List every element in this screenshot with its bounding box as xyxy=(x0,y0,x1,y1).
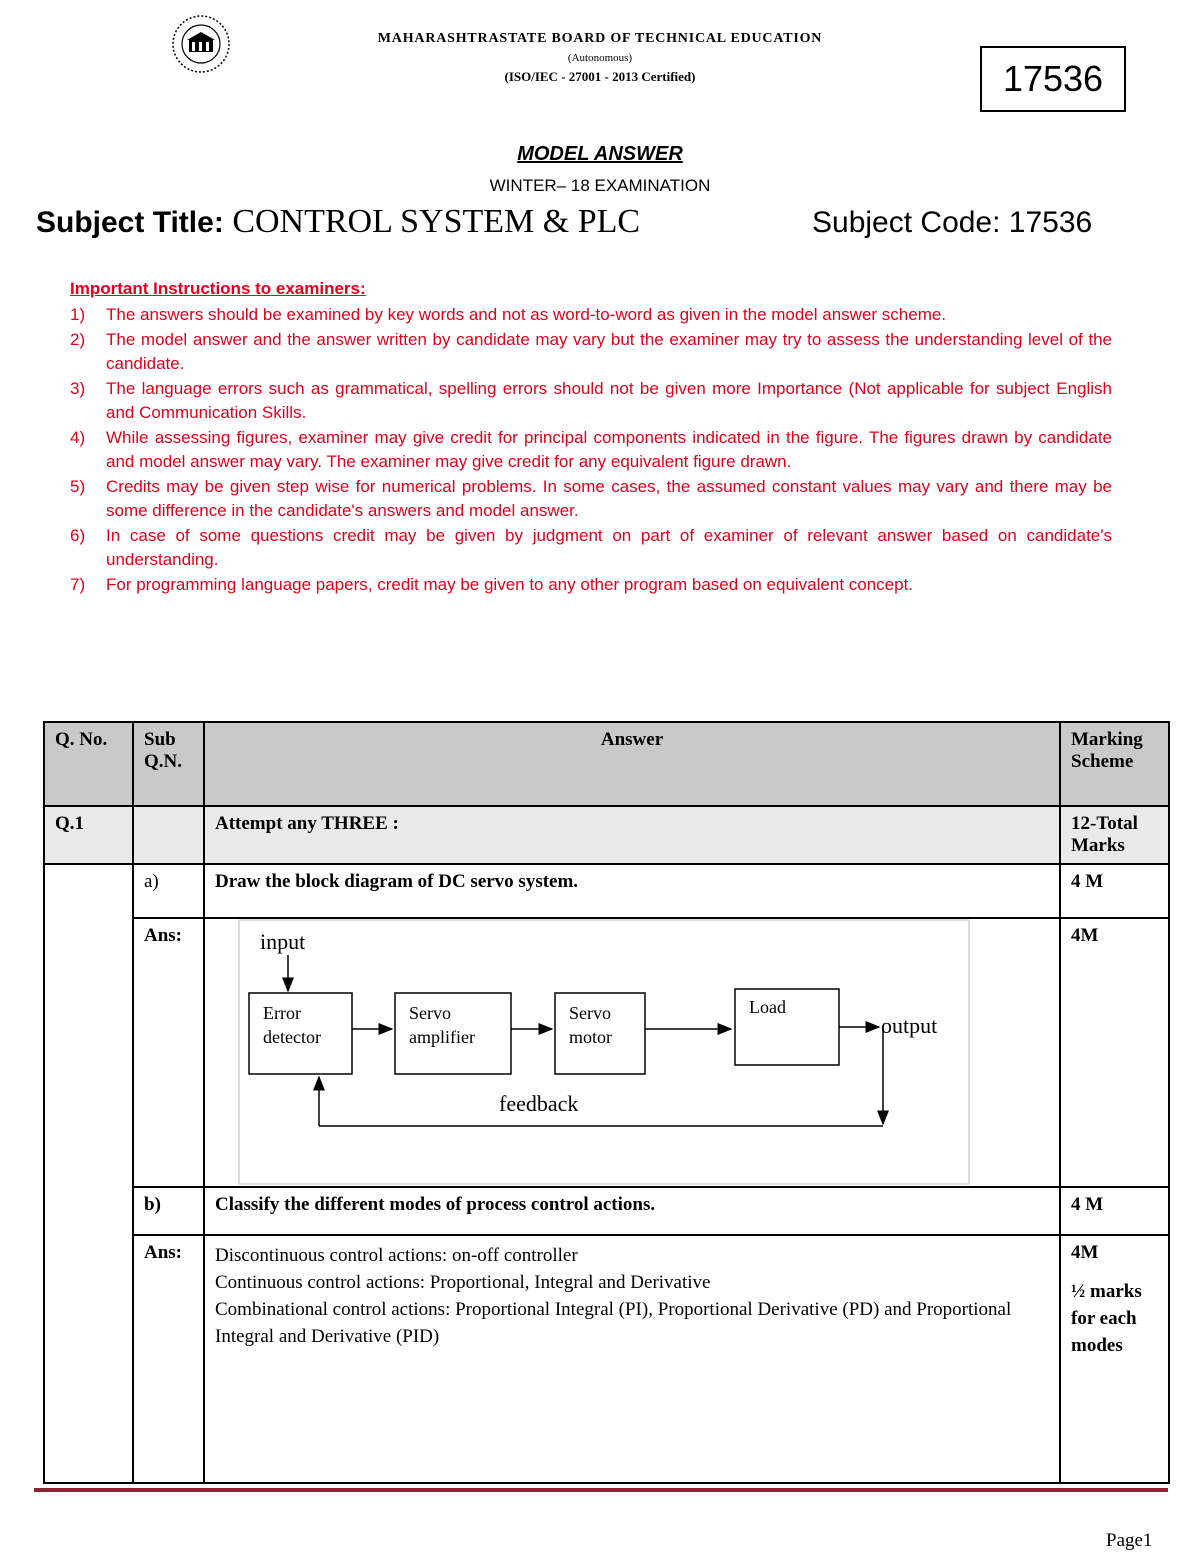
table-row-b-answer xyxy=(44,1235,1169,1483)
instruction-number: 5) xyxy=(70,476,86,496)
exam-title: WINTER– 18 EXAMINATION xyxy=(489,176,711,195)
servo-motor-label-1: Servo xyxy=(569,1003,611,1023)
header-qno: Q. No. xyxy=(44,722,133,806)
question-a-text: Draw the block diagram of DC servo system. xyxy=(204,864,1060,918)
error-detector-label-1: Error xyxy=(263,1003,301,1023)
q1-sub-empty xyxy=(133,806,204,864)
table-row-a-answer xyxy=(44,918,1169,1187)
instructions-list xyxy=(70,303,1112,597)
instruction-number: 7) xyxy=(70,574,86,594)
instruction-number: 6) xyxy=(70,525,86,545)
answer-b-label: Ans: xyxy=(133,1235,204,1483)
sub-b-label: b) xyxy=(133,1187,204,1235)
answer-a-marks: 4M xyxy=(1060,918,1169,1187)
page-number: Page1 xyxy=(1106,1530,1153,1551)
subject-code-box: 17536 xyxy=(980,46,1126,112)
input-label: input xyxy=(260,929,306,954)
answer-b-line-1: Discontinuous control actions: on-off controller xyxy=(215,1245,578,1266)
subject-title xyxy=(36,203,640,241)
answer-b-line-2: Continuous control actions: Proportional, Integral and Derivative xyxy=(215,1272,711,1293)
answer-b-note: ½ marks for each modes xyxy=(1071,1281,1142,1356)
instruction-text: In case of some questions credit may be given by judgment on part of examiner of relevant answer based on candidate's understanding. xyxy=(106,525,1112,569)
q1-marks: 12-Total Marks xyxy=(1060,806,1169,864)
autonomous-label: (Autonomous) xyxy=(567,52,633,64)
instructions-title: Important Instructions to examiners: xyxy=(70,279,366,298)
answer-b-line-3: Combinational control actions: Proportional Integral (PI), Proportional Derivative (PD) and Proportional Integral and Derivative (PID) xyxy=(215,1299,1012,1347)
answer-b-text xyxy=(204,1235,1060,1483)
subject-code xyxy=(812,206,1092,240)
instruction-item xyxy=(70,426,1112,475)
instruction-text: While assessing figures, examiner may give credit for principal components indicated in the figure. The figures drawn by candidate and model answer may vary. The examiner may give credit for any equivalent figure drawn. xyxy=(106,427,1112,471)
iso-certification: (ISO/IEC - 27001 - 2013 Certified) xyxy=(504,69,696,84)
instruction-item xyxy=(70,524,1112,573)
footer-bar xyxy=(34,1488,1168,1492)
header-marking: Marking Scheme xyxy=(1060,722,1169,806)
instruction-text: The language errors such as grammatical, spelling errors should not be given more Importance (Not applicable for subject English and Communication Skills. xyxy=(106,378,1112,422)
instruction-number: 2) xyxy=(70,329,86,349)
servo-amplifier-label-1: Servo xyxy=(409,1003,451,1023)
instruction-item xyxy=(70,475,1112,524)
load-label: Load xyxy=(749,997,786,1017)
error-detector-label-2: detector xyxy=(263,1027,321,1047)
answer-table xyxy=(43,721,1170,1484)
output-label: output xyxy=(881,1013,938,1038)
question-a-marks: 4 M xyxy=(1060,864,1169,918)
question-b-marks: 4 M xyxy=(1060,1187,1169,1235)
subject-title-value: CONTROL SYSTEM & PLC xyxy=(223,203,641,240)
q1-number: Q.1 xyxy=(44,806,133,864)
answer-b-marks: 4M xyxy=(1071,1242,1099,1263)
instruction-item xyxy=(70,303,1112,328)
subject-code-value: 17536 xyxy=(1000,206,1093,239)
table-row-b-question xyxy=(44,1187,1169,1235)
subject-title-label: Subject Title: xyxy=(36,206,224,239)
instruction-text: Credits may be given step wise for numerical problems. In some cases, the assumed constant values may vary and there may be some difference in the candidate's answers and model answer. xyxy=(106,476,1112,520)
q1-instruction: Attempt any THREE : xyxy=(204,806,1060,864)
qno-empty-cell xyxy=(44,864,133,1483)
dc-servo-block-diagram xyxy=(205,919,938,1181)
instruction-number: 4) xyxy=(70,427,86,447)
answer-a-label: Ans: xyxy=(133,918,204,1187)
table-row-q1 xyxy=(44,806,1169,864)
header-answer: Answer xyxy=(204,722,1060,806)
table-row-a-question xyxy=(44,864,1169,918)
feedback-label: feedback xyxy=(499,1091,579,1116)
table-header-row xyxy=(44,722,1169,806)
instruction-item xyxy=(70,328,1112,377)
instruction-text: For programming language papers, credit may be given to any other program based on equivalent concept. xyxy=(106,574,914,594)
instruction-text: The answers should be examined by key words and not as word-to-word as given in the model answer scheme. xyxy=(106,305,947,324)
model-answer-title: MODEL ANSWER xyxy=(517,143,683,165)
instruction-number: 3) xyxy=(70,378,86,398)
diagram-frame xyxy=(239,920,969,1184)
answer-b-marks-cell xyxy=(1060,1235,1169,1483)
servo-motor-label-2: motor xyxy=(569,1027,612,1047)
answer-a-diagram-cell xyxy=(204,918,1060,1187)
sub-a-label: a) xyxy=(133,864,204,918)
instruction-number: 1) xyxy=(70,305,86,324)
instruction-item xyxy=(70,377,1112,426)
subject-code-label: Subject Code: xyxy=(812,206,1001,239)
instruction-item xyxy=(70,573,1112,598)
board-name: MAHARASHTRASTATE BOARD OF TECHNICAL EDUCATION xyxy=(377,31,823,46)
header-sub: Sub Q.N. xyxy=(133,722,204,806)
question-b-text: Classify the different modes of process control actions. xyxy=(204,1187,1060,1235)
instruction-text: The model answer and the answer written by candidate may vary but the examiner may try to assess the understanding level of the candidate. xyxy=(106,329,1112,373)
servo-amplifier-label-2: amplifier xyxy=(409,1027,475,1047)
